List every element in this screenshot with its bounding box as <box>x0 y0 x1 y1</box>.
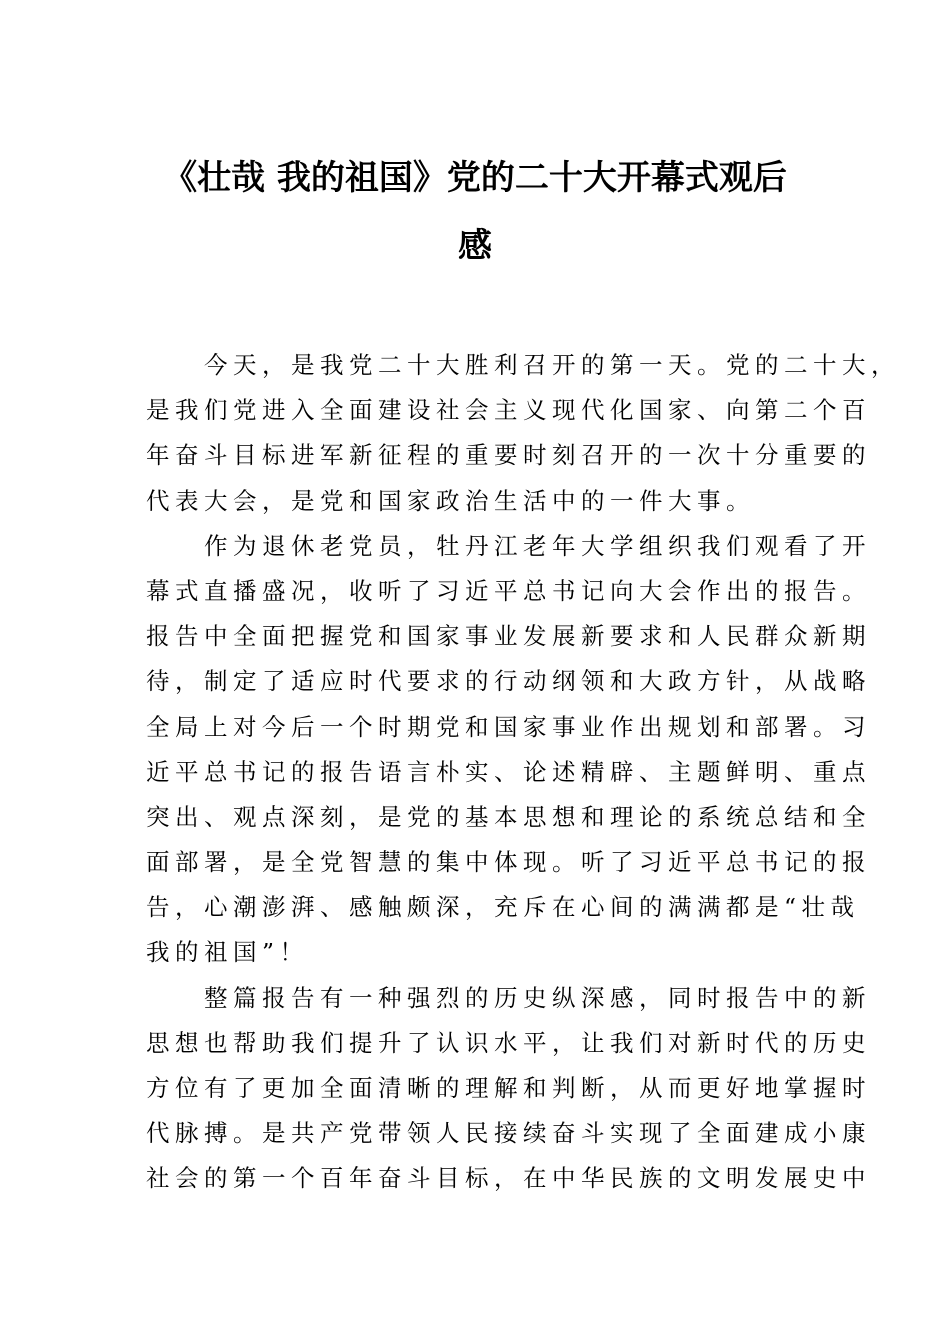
paragraph-2 <box>146 524 871 976</box>
paragraph-line: 近平总书记的报告语言朴实、论述精辟、主题鲜明、重点 <box>146 757 871 786</box>
paragraph-line: 告，心潮澎湃、感触颇深，充斥在心间的满满都是“壮哉 <box>146 893 860 922</box>
title-line-2: 感 <box>458 226 492 266</box>
paragraph-line: 代表大会，是党和国家政治生活中的一件大事。 <box>146 486 755 515</box>
document-body <box>146 343 900 1202</box>
paragraph-3 <box>146 976 871 1202</box>
paragraph-1 <box>146 343 900 524</box>
paragraph-line: 方位有了更加全面清晰的理解和判断，从而更好地掌握时 <box>146 1074 871 1102</box>
paragraph-line: 年奋斗目标进军新征程的重要时刻召开的一次十分重要的 <box>146 441 871 470</box>
paragraph-line: 幕式直播盛况，收听了习近平总书记向大会作出的报告。 <box>146 576 871 605</box>
paragraph-line: 待，制定了适应时代要求的行动纲领和大政方针，从战略 <box>146 667 871 696</box>
paragraph-line: 今天，是我党二十大胜利召开的第一天。党的二十大， <box>146 351 900 379</box>
paragraph-line: 突出、观点深刻，是党的基本思想和理论的系统总结和全 <box>146 802 871 831</box>
paragraph-line: 我的祖国”！ <box>146 938 309 967</box>
paragraph-line: 面部署，是全党智慧的集中体现。听了习近平总书记的报 <box>146 848 871 877</box>
paragraph-line: 报告中全面把握党和国家事业发展新要求和人民群众新期 <box>146 622 871 651</box>
paragraph-line: 是我们党进入全面建设社会主义现代化国家、向第二个百 <box>146 396 871 425</box>
paragraph-line: 作为退休老党员，牡丹江老年大学组织我们观看了开 <box>146 531 871 560</box>
title-line-1: 《壮哉 我的祖国》党的二十大开幕式观后 <box>163 158 787 198</box>
document-title <box>100 144 850 280</box>
paragraph-line: 思想也帮助我们提升了认识水平，让我们对新时代的历史 <box>146 1028 871 1057</box>
paragraph-line: 社会的第一个百年奋斗目标，在中华民族的文明发展史中 <box>146 1164 871 1193</box>
paragraph-line: 代脉搏。是共产党带领人民接续奋斗实现了全面建成小康 <box>146 1119 871 1148</box>
paragraph-line: 全局上对今后一个时期党和国家事业作出规划和部署。习 <box>146 712 871 741</box>
paragraph-line: 整篇报告有一种强烈的历史纵深感，同时报告中的新 <box>146 983 871 1012</box>
